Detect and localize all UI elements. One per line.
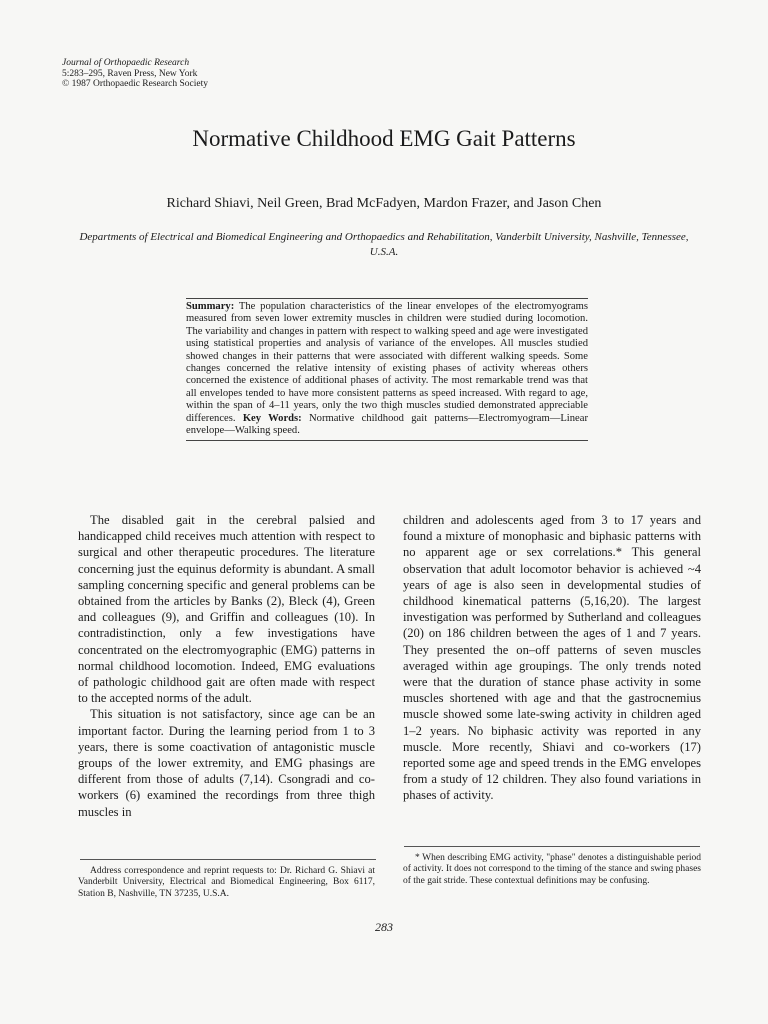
body-paragraph: The disabled gait in the cerebral palsied and handicapped child receives much attention with respect to surgical and other therapeutic procedures. The literature concerning just the equinus deformity is abundant. A small sampling concerning specific and general problems can be obtained from the articles by Banks (2), Bleck (4), Green and colleagues (9), and Griffin and colleagues (10). In contradistinction, only a few investigations have concentrated on the electromyographic (EMG) patterns in normal childhood locomotion. Indeed, EMG evaluations of pathologic childhood gait are often made with respect to the accepted norms of the adult. bbox=[78, 513, 375, 706]
summary-box bbox=[186, 298, 588, 441]
footnote-address-text: Address correspondence and reprint requests to: Dr. Richard G. Shiavi at Vanderbilt University, Electrical and Biomedical Engineering, Box 6117, Station B, Nashville, TN 37235, U.S.A. bbox=[78, 866, 375, 899]
body-column-left bbox=[78, 512, 375, 820]
paper-affiliation: Departments of Electrical and Biomedical Engineering and Orthopaedics and Rehabilitation, Vanderbilt University, Nashville, Tennessee, U.S.A. bbox=[79, 231, 689, 258]
journal-volume: 5:283–295, Raven Press, New York bbox=[62, 68, 198, 79]
summary-label: Summary: bbox=[186, 301, 235, 312]
summary-paragraph bbox=[186, 301, 588, 437]
body-paragraph: children and adolescents aged from 3 to 17 years and found a mixture of monophasic and biphasic patterns with no apparent age or sex correlations.* This general observation that adult locomotor behavior is achieved ~4 years of age is also seen in developmental studies of childhood kinematical patterns (5,16,20). The largest investigation was performed by Sutherland and colleagues (20) on 186 children between the ages of 1 and 7 years. They presented the on–off patterns of seven muscles averaged within age groupings. The only trends noted were that the duration of stance phase activity in some muscles shortened with age and that the gastrocnemius muscle showed some late-swing activity in children aged 1–2 years. No biphasic activity was reported in any muscle. More recently, Shiavi and co-workers (17) reported some age and speed trends in the EMG envelopes from a study of 12 children. They also found variations in phases of activity. bbox=[403, 513, 701, 803]
journal-header bbox=[62, 58, 208, 90]
summary-text: The population characteristics of the linear envelopes of the electromyograms measured from seven lower extremity muscles in children were studied during locomotion. The variability and changes in pattern with respect to walking speed and age were investigated using statistical properties and analysis of variance of the envelopes. All muscles studied showed changes in their patterns that were associated with different walking speeds. Some changes concerned the relative intensity of existing phases of activity whereas others concerned the existence of additional phases of activity. The most remarkable trend was that all envelopes tended to have more consistent patterns as speed increased. With regard to age, within the span of 4–11 years, only the two thigh muscles studied demonstrated appreciable differences. bbox=[186, 301, 588, 424]
journal-copyright: © 1987 Orthopaedic Research Society bbox=[62, 79, 208, 89]
footnote-phase bbox=[403, 853, 701, 887]
paper-authors: Richard Shiavi, Neil Green, Brad McFadyen, Mardon Frazer, and Jason Chen bbox=[166, 196, 602, 211]
footnote-phase-text: * When describing EMG activity, "phase" denotes a distinguishable period of activity. It does not correspond to the timing of the stance and swing phases of the gait stride. These contextual definitions may be confusing. bbox=[403, 853, 701, 886]
journal-name: Journal of Orthopaedic Research bbox=[62, 58, 190, 68]
body-column-right bbox=[403, 512, 701, 804]
keywords-text: Normative childhood gait patterns—Electromyogram—Linear envelope—Walking speed. bbox=[186, 412, 588, 437]
page-number: 283 bbox=[375, 920, 393, 934]
keywords-label: Key Words: bbox=[242, 412, 302, 424]
footnote-address bbox=[78, 866, 375, 900]
footnote-divider-right bbox=[404, 846, 700, 847]
body-paragraph: This situation is not satisfactory, since age can be an important factor. During the learning period from 1 to 3 years, there is some coactivation of antagonistic muscle groups of the lower extremity, and EMG phasings are different from those of adults (7,14). Csongradi and co-workers (6) examined the recordings from three thigh muscles in bbox=[78, 707, 375, 819]
footnote-divider-left bbox=[80, 859, 376, 860]
paper-title: Normative Childhood EMG Gait Patterns bbox=[192, 126, 576, 151]
